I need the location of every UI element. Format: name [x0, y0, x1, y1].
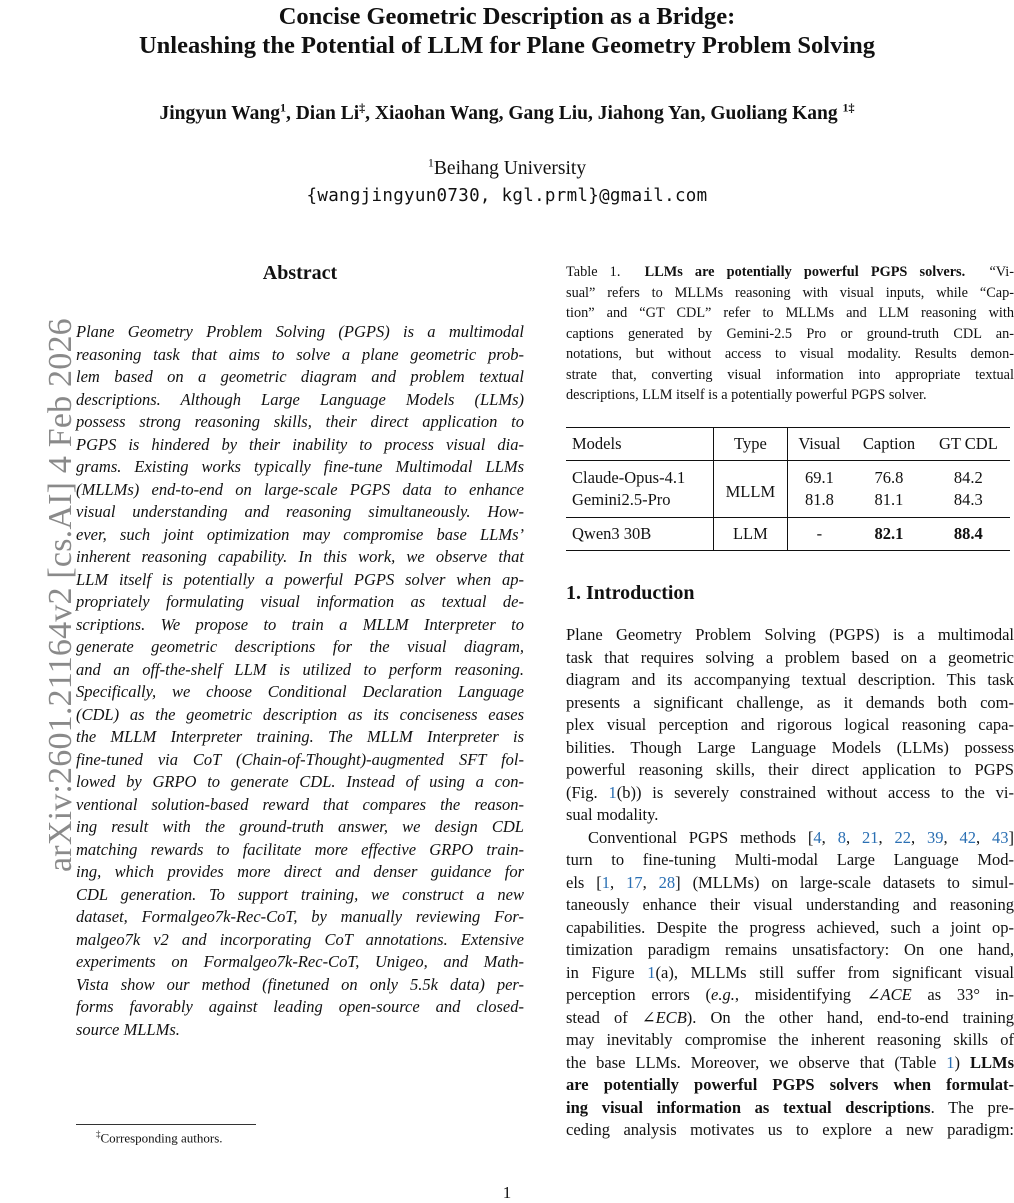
- text-line: [566, 782, 1014, 805]
- citation-link[interactable]: 43: [992, 827, 1009, 847]
- cell-gtcdl: 88.4: [953, 524, 983, 543]
- abstract-line: PGPS is hindered by their inability to process visual dia-: [76, 434, 524, 454]
- table-link[interactable]: 1: [946, 1052, 955, 1072]
- abstract-line: ing result with the ground-truth answer, we design CDL: [76, 817, 524, 836]
- text-line: may inevitably compromise the inherent reasoning skills of: [566, 1030, 1014, 1049]
- abstract-line: dataset, Formalgeo7k-Rec-CoT, by manually reviewing For-: [76, 907, 524, 926]
- table-row: [566, 461, 1010, 490]
- text-span: Conventional PGPS methods [: [588, 827, 814, 847]
- header-visual: Visual: [798, 434, 841, 453]
- cell-caption: 82.1: [874, 524, 904, 543]
- abstract-line: (MLLMs) end-to-end on large-scale PGPS data to enhance: [76, 479, 524, 499]
- affiliation: [0, 155, 1014, 180]
- affiliation-mark: 1: [427, 155, 434, 170]
- caption-line: [566, 262, 1014, 283]
- abstract-body: [76, 321, 524, 1041]
- author-name: Dian Li: [295, 103, 360, 124]
- abstract-line: experiments on Formalgeo7k-Rec-CoT, Unigeo, and Math-: [76, 952, 524, 971]
- table-row: [566, 518, 1010, 551]
- text-span: perception errors (: [566, 985, 712, 1004]
- text-line: plex visual perception and rigorous logical reasoning capa-: [566, 715, 1014, 734]
- cell-visual: 69.1: [804, 468, 834, 487]
- citation-link[interactable]: 28: [658, 872, 676, 892]
- author-list: Jingyun Wang$^1$, Dian Li‡, Xiaohan Wang, Gang Liu, Jiahong Yan, Guoliang Kang $^{1\ddagger}$: [159, 100, 855, 124]
- citation-link[interactable]: 39: [926, 827, 944, 847]
- abstract-line: propriately formulating visual information as textual de-: [76, 592, 524, 611]
- text-line: capabilities. Despite the progress achieved, such a joint op-: [566, 917, 1014, 937]
- text-span: e.g.: [711, 985, 735, 1004]
- text-line: els [1, 17, 28] (MLLMs) on large-scale datasets to simul-: [566, 872, 1014, 892]
- caption-line: tion” and “GT CDL” refer to MLLMs and LLM reasoning with: [566, 305, 1014, 321]
- abstract-line: possess strong reasoning skills, their direct application to: [76, 412, 524, 431]
- abstract-line: Plane Geometry Problem Solving (PGPS) is a multimodal: [76, 322, 524, 341]
- abstract-line: Specifically, we choose Conditional Declaration Language: [76, 682, 524, 701]
- abstract-line: ever, such joint optimization may compromise base LLMs’: [76, 524, 524, 544]
- text-line: diagram and its accompanying textual description. This task: [566, 670, 1014, 689]
- abstract-line: source MLLMs.: [76, 1019, 180, 1039]
- abstract-line: ventional solution-based reward that compares the reason-: [76, 794, 524, 814]
- footnote: [96, 1129, 223, 1146]
- text-span: . The pre-: [930, 1097, 1014, 1117]
- caption-line: notations, but without access to visual modality. Results demon-: [566, 346, 1014, 362]
- figure-link[interactable]: 1: [608, 782, 617, 802]
- text-span: as 33° in-: [911, 985, 1014, 1004]
- paper-title-line-2: Unleashing the Potential of LLM for Plane Geometry Problem Solving: [138, 32, 876, 59]
- abstract-line: LLM itself is potentially a powerful PGPS solver when ap-: [76, 569, 524, 589]
- header-gtcdl: GT CDL: [938, 434, 998, 453]
- cell-model: Gemini2.5-Pro: [566, 489, 714, 518]
- arxiv-stamp: [4, 232, 79, 872]
- author-name: Jingyun Wang: [159, 103, 280, 124]
- abstract-line: inherent reasoning capability. In this work, we observe that: [76, 547, 524, 566]
- cell-caption: 81.1: [874, 490, 904, 509]
- math-angle: ∠ACE: [866, 985, 912, 1004]
- abstract-line: forms favorably against leading open-source and closed-: [76, 997, 524, 1016]
- author-name: Guoliang Kang: [710, 103, 838, 124]
- cell-visual: -: [816, 524, 823, 543]
- text-line: [566, 962, 1014, 985]
- page-number: 1: [502, 1183, 512, 1202]
- citation-link[interactable]: 17: [626, 872, 643, 892]
- citation-link[interactable]: 22: [894, 827, 911, 847]
- author-affil-mark: 1: [279, 100, 286, 115]
- figure-link[interactable]: 1: [647, 962, 656, 982]
- text-span: ing visual information as textual descriptions: [566, 1097, 931, 1117]
- table-row: [566, 489, 1010, 518]
- text-line: sual modality.: [566, 805, 659, 824]
- caption-line: sual” refers to MLLMs reasoning with visual inputs, while “Cap-: [566, 284, 1014, 301]
- text-span: (Fig.: [566, 782, 609, 802]
- abstract-line: descriptions. Although Large Language Models (LLMs): [76, 389, 524, 409]
- text-span: in Figure: [566, 962, 648, 982]
- abstract-line: visual understanding and reasoning simultaneously. How-: [76, 502, 524, 521]
- abstract-line: generate geometric descriptions for the visual diagram,: [76, 637, 524, 656]
- footnote-text: Corresponding authors.: [100, 1130, 223, 1146]
- cell-gtcdl: 84.3: [953, 490, 983, 509]
- cell-caption: 76.8: [874, 468, 904, 487]
- text-line: Plane Geometry Problem Solving (PGPS) is a multimodal: [566, 625, 1014, 644]
- text-span: ): [954, 1052, 970, 1072]
- text-line: timization paradigm remains unsatisfactory: On one hand,: [566, 940, 1014, 959]
- text-line: ceding analysis motivates us to explore a new paradigm:: [566, 1120, 1014, 1139]
- text-span: , misidentifying: [734, 985, 867, 1004]
- abstract-line: scriptions. We propose to train a MLLM Interpreter to: [76, 614, 524, 634]
- header-caption: Caption: [862, 434, 916, 453]
- author-affil-mark: 1‡: [842, 100, 855, 115]
- citation-link[interactable]: 8: [837, 827, 846, 847]
- abstract-line: matching rewards to facilitate more effective GRPO train-: [76, 839, 524, 859]
- abstract-line: the MLLM Interpreter training. The MLLM Interpreter is: [76, 727, 524, 746]
- results-table: [566, 427, 1010, 551]
- abstract-line: and an off-the-shelf LLM is utilized to perform reasoning.: [76, 659, 524, 679]
- affiliation-name: Beihang University: [433, 158, 587, 179]
- text-line: bilities. Though Large Language Models (LLMs) possess: [566, 737, 1014, 757]
- text-span: LLMs: [969, 1052, 1014, 1072]
- text-line: Conventional PGPS methods [4, 8, 21, 22, 39, 42, 43]: [588, 827, 1014, 847]
- footnote-mark: ‡: [96, 1129, 101, 1139]
- author-name: Gang Liu: [508, 103, 589, 124]
- cell-model: Claude-Opus-4.1: [566, 461, 714, 490]
- author-email: {wangjingyun0730, kgl.prml}@gmail.com: [306, 186, 708, 206]
- abstract-line: reasoning task that aims to solve a plane geometric prob-: [76, 344, 524, 364]
- table-header-row: [566, 428, 1010, 461]
- caption-text: “Vi-: [989, 264, 1014, 280]
- text-span: (b)) is severely constrained without access to the vi-: [616, 782, 1014, 802]
- caption-line: strate that, converting visual information into appropriate textual: [566, 366, 1014, 383]
- caption-line: captions generated by Gemini-2.5 Pro or ground-truth CDL an-: [566, 325, 1014, 342]
- citation-link[interactable]: 21: [861, 827, 879, 847]
- text-line: powerful reasoning skills, their direct application to PGPS: [566, 760, 1014, 779]
- text-line: [566, 1097, 1014, 1120]
- cell-type: LLM: [714, 518, 787, 551]
- abstract-line: ing, which provides more direct and denser guidance for: [76, 862, 524, 881]
- table-caption: [566, 262, 1014, 406]
- paper-title-line-1: Concise Geometric Description as a Bridge:: [278, 3, 736, 30]
- section-heading-introduction: 1. Introduction: [566, 582, 695, 604]
- author-name: Xiaohan Wang: [374, 103, 499, 124]
- text-line: task that requires solving a problem based on a geometric: [566, 647, 1014, 667]
- abstract-line: malgeo7k v2 and incorporating CoT annotations. Extensive: [76, 929, 524, 949]
- author-affil-mark: ‡: [359, 100, 366, 115]
- cell-visual: 81.8: [804, 490, 834, 509]
- arxiv-stamp-text: arXiv:2601.21164v2 [cs.AI] 4 Feb 2026: [42, 318, 79, 872]
- cell-gtcdl: 84.2: [953, 468, 983, 487]
- text-line: presents a significant challenge, as it demands both com-: [566, 692, 1014, 712]
- abstract-line: Vista show our method (finetuned on only 5.5k data) per-: [76, 974, 524, 994]
- text-span: (a), MLLMs still suffer from significant visual: [655, 962, 1014, 982]
- author-name: Jiahong Yan: [597, 103, 701, 124]
- text-line: taneously enhance their visual understanding and reasoning: [566, 895, 1014, 914]
- caption-bold: LLMs are potentially powerful PGPS solvers.: [644, 264, 966, 280]
- text-span: the base LLMs. Moreover, we observe that (Table: [566, 1052, 947, 1072]
- abstract-heading: Abstract: [262, 262, 338, 284]
- text-line: [566, 984, 1014, 1007]
- text-span: els [: [566, 872, 602, 892]
- header-type: Type: [714, 428, 787, 461]
- citation-link[interactable]: 1: [601, 872, 611, 892]
- text-span: stead of: [566, 1007, 642, 1027]
- text-line: turn to fine-tuning Multi-modal Large Language Mod-: [566, 850, 1014, 869]
- abstract-line: lem based on a geometric diagram and problem textual: [76, 367, 524, 386]
- cell-model: Qwen3 30B: [566, 518, 714, 551]
- citation-link[interactable]: 42: [959, 827, 976, 847]
- abstract-line: grams. Existing works typically fine-tune Multimodal LLMs: [76, 457, 524, 476]
- abstract-line: CDL generation. To support training, we construct a new: [76, 884, 524, 904]
- footnote-rule: [76, 1124, 256, 1125]
- abstract-line: fine-tuned via CoT (Chain-of-Thought)-augmented SFT fol-: [76, 749, 524, 769]
- text-line: are potentially powerful PGPS solvers when formulat-: [566, 1075, 1014, 1094]
- text-line: [566, 1052, 1014, 1075]
- cell-type: MLLM: [714, 461, 787, 518]
- text-span: ] (MLLMs) on large-scale datasets to simul-: [675, 872, 1014, 892]
- citation-link[interactable]: 4: [813, 827, 822, 847]
- text-line: [566, 1007, 1014, 1030]
- text-span: ). On the other hand, end-to-end training: [686, 1007, 1014, 1027]
- caption-label: Table 1.: [566, 264, 621, 280]
- math-angle: ∠ECB: [641, 1007, 687, 1027]
- caption-line: descriptions, LLM itself is a potentially powerful PGPS solver.: [566, 387, 927, 403]
- abstract-line: lowed by GRPO to generate CDL. Instead of using a con-: [76, 772, 524, 791]
- header-models: Models: [566, 428, 714, 461]
- introduction-body: [566, 624, 1014, 1142]
- abstract-line: (CDL) as the geometric description as its conciseness eases: [76, 704, 524, 724]
